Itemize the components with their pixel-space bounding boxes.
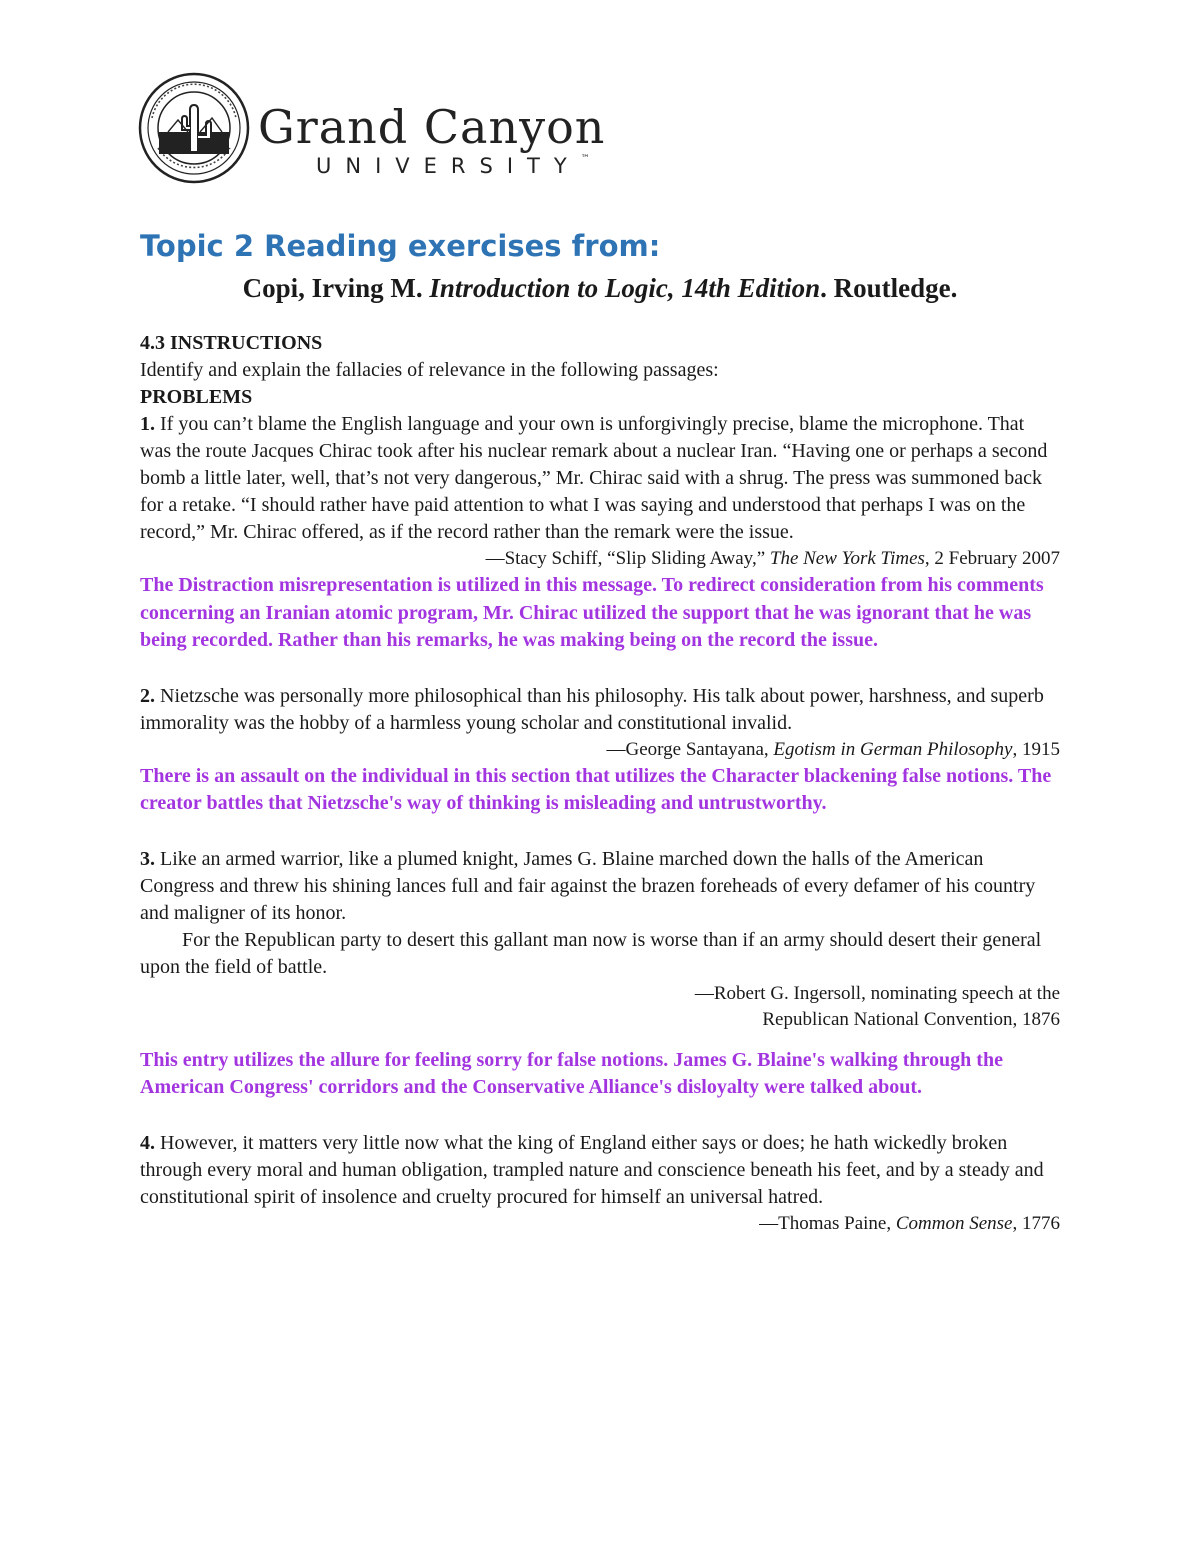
- source-book: Introduction to Logic, 14th Edition: [429, 273, 821, 303]
- attribution-work: Egotism in German Philosophy: [773, 738, 1013, 760]
- source-author: Copi, Irving M.: [242, 273, 423, 303]
- problem-3: [140, 846, 1060, 1102]
- wordmark-name: Grand Canyon: [258, 100, 606, 154]
- attribution-suffix: , 2 February 2007: [924, 548, 1060, 569]
- wordmark-university: UNIVERSITY: [316, 154, 581, 178]
- attribution-prefix: —George Santayana,: [606, 738, 774, 760]
- problem-number: 4.: [140, 1131, 155, 1154]
- attribution-work: The New York Times: [769, 548, 925, 569]
- problem-answer: The Distraction misrepresentation is utilized in this message. To redirect consideration from his comments concerning an Iranian atomic program, Mr. Chirac utilized the support that he was ignorant that he was being recorded. Rather than his remarks, he was making being on the record the issue.: [140, 574, 1044, 651]
- problem-4: [140, 1130, 1060, 1237]
- source-period: .: [820, 273, 827, 303]
- problem-attribution-line-2: Republican National Convention, 1876: [762, 1008, 1060, 1030]
- attribution-prefix: —Stacy Schiff, “Slip Sliding Away,”: [485, 548, 770, 569]
- instruction-text: Identify and explain the fallacies of relevance in the following passages:: [140, 359, 719, 381]
- trademark-symbol: ™: [580, 154, 590, 164]
- problem-text: [140, 846, 1060, 927]
- attribution-prefix: —Thomas Paine,: [759, 1212, 896, 1234]
- problem-passage: However, it matters very little now what the king of England either says or does; he hath wickedly broken through every moral and human obligation, trampled nature and conscience beneath his feet, and by a steady and constitutional spirit of insolence and cruelty procured for himself an universal hatred.: [140, 1131, 1044, 1208]
- saguaro-cactus-seal-icon: [138, 72, 250, 184]
- section-heading: 4.3 INSTRUCTIONS: [140, 332, 323, 354]
- problem-attribution: [140, 1211, 1060, 1237]
- source-publisher: Routledge.: [833, 273, 958, 303]
- problem-attribution-line-1: —Robert G. Ingersoll, nominating speech at the: [694, 982, 1060, 1004]
- topic-title: Topic 2 Reading exercises from:: [140, 229, 661, 263]
- problem-passage: Nietzsche was personally more philosophical than his philosophy. His talk about power, harshness, and superb immorality was the hobby of a harmless young scholar and constitutional invalid.: [140, 684, 1044, 734]
- problem-attribution: [140, 546, 1060, 572]
- problem-passage: Like an armed warrior, like a plumed knight, James G. Blaine marched down the halls of the American Congress and threw his shining lances full and fair against the brazen foreheads of every defamer of his country and maligner of its honor.: [140, 847, 1036, 924]
- problem-passage-continued: For the Republican party to desert this gallant man now is worse than if an army should desert their general upon the field of battle.: [140, 928, 1042, 978]
- problem-2: [140, 683, 1060, 818]
- wordmark: [258, 100, 606, 178]
- problem-passage: If you can’t blame the English language and your own is unforgivingly precise, blame the microphone. That was the route Jacques Chirac took after his nuclear remark about a nuclear Iran. “Having one or perhaps a second bomb a little later, well, that’s not very dangerous,” Mr. Chirac said with a shrug. The press was summoned back for a retake. “I should rather have paid attention to what I was saying and understood that perhaps I was on the record,” Mr. Chirac offered, as if the record rather than the remark were the issue.: [140, 413, 1048, 543]
- problems-heading: PROBLEMS: [140, 386, 253, 408]
- problem-text: [140, 411, 1060, 546]
- problem-answer: There is an assault on the individual in this section that utilizes the Character blackening false notions. The creator battles that Nietzsche's way of thinking is misleading and untrustworthy.: [140, 764, 1052, 814]
- attribution-work: Common Sense: [895, 1212, 1013, 1234]
- problem-text: [140, 683, 1060, 737]
- problem-attribution: [140, 737, 1060, 763]
- problem-answer: This entry utilizes the allure for feeling sorry for false notions. James G. Blaine's walking through the American Congress' corridors and the Conservative Alliance's disloyalty were talked about.: [140, 1048, 1003, 1098]
- problem-number: 3.: [140, 847, 155, 870]
- problem-text: [140, 1130, 1060, 1211]
- problem-1: [140, 411, 1060, 655]
- problem-number: 1.: [140, 413, 155, 435]
- source-citation: [140, 268, 1060, 308]
- attribution-suffix: , 1915: [1012, 738, 1060, 760]
- attribution-suffix: , 1776: [1012, 1212, 1060, 1234]
- problem-number: 2.: [140, 684, 155, 707]
- document-body: [140, 224, 1060, 1237]
